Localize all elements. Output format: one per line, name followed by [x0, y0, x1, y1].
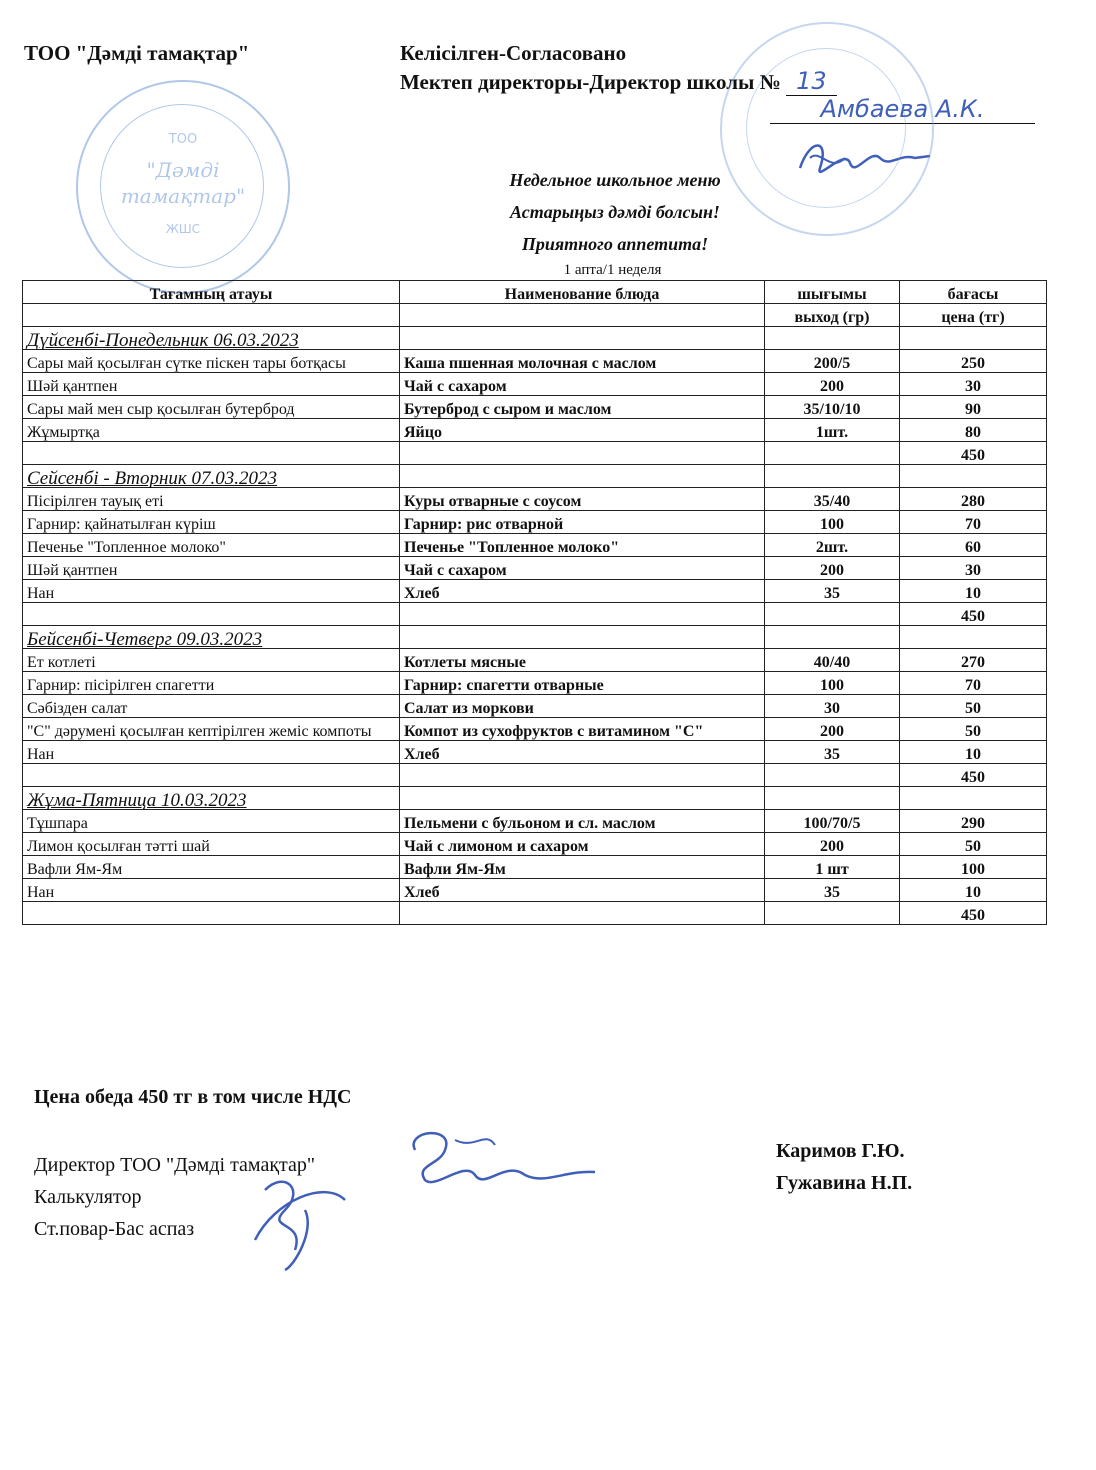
dish-yield: 40/40 — [765, 649, 900, 672]
dish-price: 100 — [900, 856, 1047, 879]
table-row — [23, 856, 1047, 879]
dish-name-kz: Сары май мен сыр қосылған бутерброд — [23, 396, 400, 419]
table-row — [23, 833, 1047, 856]
table-row — [23, 557, 1047, 580]
dish-price: 60 — [900, 534, 1047, 557]
dish-yield: 35 — [765, 580, 900, 603]
dish-yield: 200 — [765, 718, 900, 741]
table-subheader-row — [23, 304, 1047, 327]
day-title-empty — [765, 465, 900, 488]
school-number: 13 — [786, 67, 837, 96]
header-kz-name: Тағамның атауы — [23, 281, 400, 304]
day-title-row — [23, 626, 1047, 649]
dish-yield: 35 — [765, 741, 900, 764]
dish-name-ru: Вафли Ям-Ям — [400, 856, 765, 879]
subheader-empty-2 — [400, 304, 765, 327]
title-menu: Недельное школьное меню — [509, 170, 721, 190]
day-total-row — [23, 902, 1047, 925]
day-title-empty — [400, 787, 765, 810]
table-row — [23, 488, 1047, 511]
header-yield-ru: выход (гр) — [765, 304, 900, 327]
director-name: Амбаева А.К. — [820, 95, 985, 123]
calculator-label: Калькулятор — [34, 1186, 142, 1208]
dish-yield: 2шт. — [765, 534, 900, 557]
dish-yield: 100/70/5 — [765, 810, 900, 833]
dish-price: 290 — [900, 810, 1047, 833]
dish-name-kz: Нан — [23, 879, 400, 902]
dish-name-ru: Гарнир: рис отварной — [400, 511, 765, 534]
dish-name-ru: Печенье "Топленное молоко" — [400, 534, 765, 557]
day-title-row — [23, 787, 1047, 810]
stamp-center-label: ТОО — [168, 132, 198, 147]
agreed-label: Келісілген-Согласовано — [400, 41, 627, 65]
day-title: Бейсенбі-Четверг 09.03.2023 — [23, 626, 400, 649]
signer-name-1: Каримов Г.Ю. — [776, 1140, 905, 1162]
dish-name-ru: Чай с лимоном и сахаром — [400, 833, 765, 856]
subheader-empty-1 — [23, 304, 400, 327]
dish-yield: 35/10/10 — [765, 396, 900, 419]
day-total-row — [23, 442, 1047, 465]
dish-price: 50 — [900, 695, 1047, 718]
day-title-empty — [900, 787, 1047, 810]
dish-price: 50 — [900, 718, 1047, 741]
total-empty — [23, 442, 400, 465]
total-empty — [400, 442, 765, 465]
table-row — [23, 511, 1047, 534]
dish-name-kz: Гарнир: пісірілген спагетти — [23, 672, 400, 695]
header-price-kz: бағасы — [900, 281, 1047, 304]
day-title-empty — [400, 327, 765, 350]
dish-price: 90 — [900, 396, 1047, 419]
table-row — [23, 649, 1047, 672]
director-label: Директор ТОО "Дәмді тамақтар" — [34, 1154, 316, 1176]
day-total: 450 — [900, 902, 1047, 925]
table-row — [23, 741, 1047, 764]
day-total-row — [23, 764, 1047, 787]
dish-name-ru: Хлеб — [400, 879, 765, 902]
signer-name-2: Гужавина Н.П. — [776, 1172, 913, 1194]
dish-name-ru: Хлеб — [400, 741, 765, 764]
total-empty — [23, 902, 400, 925]
dish-yield: 200/5 — [765, 350, 900, 373]
dish-name-kz: Ет котлеті — [23, 649, 400, 672]
table-row — [23, 350, 1047, 373]
stamp-name-line2: тамақтар" — [120, 184, 246, 208]
dish-name-ru: Чай с сахаром — [400, 373, 765, 396]
table-row — [23, 396, 1047, 419]
price-note: Цена обеда 450 тг в том числе НДС — [34, 1086, 352, 1108]
menu-table — [22, 280, 1047, 925]
dish-name-kz: Пісірілген тауық еті — [23, 488, 400, 511]
dish-name-ru: Пельмени с бульоном и сл. маслом — [400, 810, 765, 833]
table-row — [23, 810, 1047, 833]
dish-name-kz: "С" дәрумені қосылған кептірілген жеміс компоты — [23, 718, 400, 741]
dish-price: 280 — [900, 488, 1047, 511]
total-empty — [23, 764, 400, 787]
table-row — [23, 534, 1047, 557]
dish-name-ru: Бутерброд с сыром и маслом — [400, 396, 765, 419]
day-title-row — [23, 327, 1047, 350]
day-title-empty — [765, 787, 900, 810]
day-total: 450 — [900, 764, 1047, 787]
total-empty — [765, 902, 900, 925]
header-ru-name: Наименование блюда — [400, 281, 765, 304]
dish-yield: 200 — [765, 833, 900, 856]
day-title: Сейсенбі - Вторник 07.03.2023 — [23, 465, 400, 488]
day-title-empty — [900, 327, 1047, 350]
day-title-row — [23, 465, 1047, 488]
dish-yield: 35/40 — [765, 488, 900, 511]
dish-name-kz: Жұмыртқа — [23, 419, 400, 442]
dish-yield: 100 — [765, 672, 900, 695]
dish-name-kz: Тұшпара — [23, 810, 400, 833]
dish-name-ru: Гарнир: спагетти отварные — [400, 672, 765, 695]
dish-name-kz: Лимон қосылған тәтті шай — [23, 833, 400, 856]
dish-name-kz: Шәй қантпен — [23, 373, 400, 396]
header-yield-kz: шығымы — [765, 281, 900, 304]
table-row — [23, 580, 1047, 603]
dish-price: 70 — [900, 672, 1047, 695]
day-total: 450 — [900, 603, 1047, 626]
week-label: 1 апта/1 неделя — [563, 262, 662, 278]
dish-yield: 200 — [765, 557, 900, 580]
chef-label: Ст.повар-Бас аспаз — [34, 1218, 195, 1240]
dish-name-ru: Куры отварные с соусом — [400, 488, 765, 511]
dish-name-ru: Компот из сухофруктов с витамином "С" — [400, 718, 765, 741]
table-row — [23, 879, 1047, 902]
table-row — [23, 718, 1047, 741]
day-title-empty — [900, 465, 1047, 488]
total-empty — [400, 603, 765, 626]
dish-name-kz: Сары май қосылған сүтке піскен тары ботқасы — [23, 350, 400, 373]
total-empty — [400, 764, 765, 787]
dish-name-kz: Нан — [23, 741, 400, 764]
company-stamp — [76, 80, 290, 294]
dish-name-ru: Чай с сахаром — [400, 557, 765, 580]
company-name: ТОО "Дәмді тамақтар" — [24, 41, 250, 65]
header-price-ru: цена (тг) — [900, 304, 1047, 327]
table-row — [23, 373, 1047, 396]
day-total: 450 — [900, 442, 1047, 465]
stamp-name-line1: "Дәмді — [146, 158, 220, 182]
dish-name-ru: Салат из моркови — [400, 695, 765, 718]
day-title-empty — [765, 626, 900, 649]
day-title-empty — [900, 626, 1047, 649]
chef-signature — [235, 1170, 365, 1275]
table-row — [23, 419, 1047, 442]
total-empty — [765, 764, 900, 787]
dish-price: 10 — [900, 741, 1047, 764]
dish-price: 30 — [900, 557, 1047, 580]
dish-name-ru: Каша пшенная молочная с маслом — [400, 350, 765, 373]
stamp-bottom-label: ЖШС — [165, 222, 201, 236]
total-empty — [765, 442, 900, 465]
dish-name-ru: Хлеб — [400, 580, 765, 603]
dish-name-kz: Вафли Ям-Ям — [23, 856, 400, 879]
dish-name-ru: Яйцо — [400, 419, 765, 442]
day-title-empty — [765, 327, 900, 350]
dish-price: 10 — [900, 580, 1047, 603]
dish-price: 270 — [900, 649, 1047, 672]
director-company-signature — [395, 1120, 605, 1205]
day-total-row — [23, 603, 1047, 626]
total-empty — [765, 603, 900, 626]
title-kz-greeting: Астарыңыз дәмді болсын! — [510, 202, 720, 222]
day-title: Дүйсенбі-Понедельник 06.03.2023 — [23, 327, 400, 350]
day-title-empty — [400, 465, 765, 488]
total-empty — [23, 603, 400, 626]
director-line-text: Мектеп директоры-Директор школы № — [400, 70, 781, 94]
table-header-row — [23, 281, 1047, 304]
dish-name-kz: Сәбізден салат — [23, 695, 400, 718]
dish-price: 10 — [900, 879, 1047, 902]
table-row — [23, 672, 1047, 695]
dish-name-kz: Шәй қантпен — [23, 557, 400, 580]
dish-yield: 100 — [765, 511, 900, 534]
dish-yield: 30 — [765, 695, 900, 718]
day-title-empty — [400, 626, 765, 649]
dish-yield: 200 — [765, 373, 900, 396]
dish-price: 250 — [900, 350, 1047, 373]
dish-yield: 1 шт — [765, 856, 900, 879]
dish-price: 30 — [900, 373, 1047, 396]
title-ru-greeting: Приятного аппетита! — [521, 234, 709, 254]
dish-price: 70 — [900, 511, 1047, 534]
table-row — [23, 695, 1047, 718]
day-title: Жұма-Пятница 10.03.2023 — [23, 787, 400, 810]
total-empty — [400, 902, 765, 925]
dish-name-kz: Нан — [23, 580, 400, 603]
dish-price: 80 — [900, 419, 1047, 442]
dish-name-ru: Котлеты мясные — [400, 649, 765, 672]
dish-name-kz: Печенье "Топленное молоко" — [23, 534, 400, 557]
dish-yield: 35 — [765, 879, 900, 902]
dish-name-kz: Гарнир: қайнатылған күріш — [23, 511, 400, 534]
dish-price: 50 — [900, 833, 1047, 856]
dish-yield: 1шт. — [765, 419, 900, 442]
